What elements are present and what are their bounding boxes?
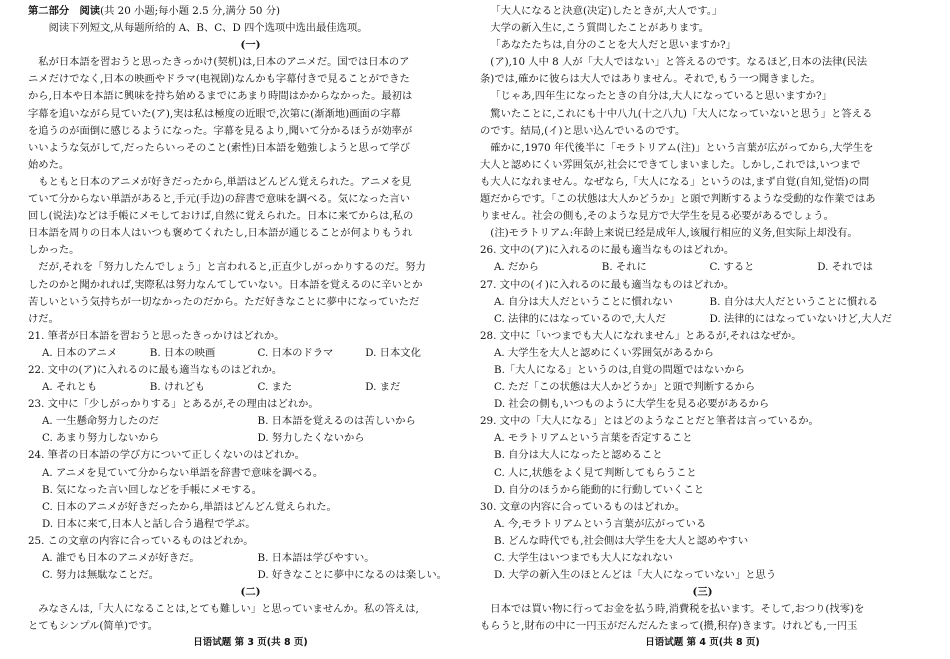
option-a: A. 大学生を大人と認めにくい雰囲気があるから: [494, 346, 714, 359]
option-c: C. また: [257, 381, 293, 394]
option-a: A. アニメを見ていて分からない単語を辞書で意味を調べる。: [42, 466, 324, 479]
option-c: C. すると: [709, 261, 755, 274]
question-29-option-b-row: [480, 447, 925, 464]
option-d: D. 好きなことに夢中になるのは楽しい。: [257, 569, 447, 582]
paragraph-line: も大人になれません。なぜなら,「大人になる」というのは,まず自覚(自知,觉悟)の問: [480, 175, 870, 188]
paragraph-line: もともと日本のアニメが好きだったから,単語はどんどん覚えられた。アニメを見: [38, 175, 412, 188]
option-c: C. ただ「この状態は大人かどうか」と頭で判断するから: [494, 381, 756, 394]
paragraph-line: とてもシンプル(简单)です。: [28, 620, 159, 633]
question-30-option-b-row: [480, 533, 925, 550]
question-22-stem: 22. 文中の(ア)に入れるのに最も適当なものはどれか。: [28, 363, 283, 376]
option-b: B. けれども: [149, 381, 206, 394]
option-b: B. 日本の映画: [149, 346, 216, 359]
option-b: B. 日本語を覚えるのは苦しいから: [257, 415, 416, 428]
footnote: (注)モラトリアム:年龄上来说已经是成年人,该履行相应的义务,但实际上却没有。: [490, 227, 858, 240]
question-28-option-c-row: [480, 379, 925, 396]
right-page-footer: 日语试题 第 4 页(共 8 页): [645, 637, 760, 648]
question-27-options-row2: [480, 311, 925, 328]
option-c: C. 日本のドラマ: [257, 346, 334, 359]
paragraph-line: (ア),10 人中 8 人が「大人ではない」と答えるのです。なるほど,日本の法律(民法: [490, 56, 868, 69]
question-26-options: [480, 259, 925, 276]
paragraph-line: しかった。: [28, 244, 80, 257]
option-b: B. どんな時代でも,社会側は大学生を大人と認めやすい: [494, 534, 749, 547]
question-27-stem: 27. 文中の(イ)に入れるのに最も適当なものはどれか。: [480, 278, 735, 291]
paragraph-line: のです。結局,(イ)と思い込んでいるのです。: [480, 124, 686, 137]
option-b: B.「大人になる」というのは,自覚の問題ではないから: [494, 363, 745, 376]
paragraph-line: いいような気がして,だったらいっそのこと(索性)日本語を勉強しようと思って学び: [28, 141, 410, 154]
paragraph-line: みなさんは,「大人になることは,とても難しい」と思っていませんか。私の答えは,: [38, 603, 419, 616]
question-28-option-d-row: [480, 396, 925, 413]
option-a: A. モラトリアムという言葉を否定すること: [494, 432, 693, 445]
question-24-option-a-row: [28, 465, 473, 482]
question-29-stem: 29. 文中の「大人になる」とはどのようなことだと筆者は言っているか。: [480, 415, 819, 428]
option-c: C. 法律的にはなっているので,大人だ: [494, 312, 666, 325]
option-d: D. 日本文化: [365, 346, 421, 359]
option-b: B. 自分は大人だということに慣れる: [709, 295, 879, 308]
question-21-stem: 21. 筆者が日本語を習おうと思ったきっかけはどれか。: [28, 329, 285, 342]
option-d: D. 大学の新入生のほとんどは「大人になっていない」と思う: [494, 569, 777, 582]
paragraph-line: 「あなたたちは,自分のことを大人だと思いますか?」: [490, 39, 736, 52]
paragraph-line: 日本語を周りの日本人はいつも褒めてくれたし,日本語が通じることが何よりもうれ: [28, 227, 413, 240]
option-c: C. 人に,状態をよく見て判断してもらうこと: [494, 466, 697, 479]
left-page: [28, 0, 473, 659]
paragraph-line: 日本では買い物に行ってお金を払う時,消費税を払います。そして,おつり(找零)を: [490, 603, 865, 616]
question-30-option-a-row: [480, 516, 925, 533]
paragraph-line: 苦しいという気持ちが一切なかったのだから。ただ好きなことに夢中になっていただ: [28, 295, 420, 308]
question-28-option-b-row: [480, 362, 925, 379]
paragraph-line: 「大人になると決意(决定)したときが,大人です。」: [490, 5, 723, 17]
option-d: D. 日本に来て,日本人と話し合う過程で学ぶ。: [42, 517, 256, 530]
paragraph-line: けだ。: [28, 312, 59, 325]
paragraph-line: 私が日本語を習おうと思ったきっかけ(契机)は,日本のアニメだ。国では日本のア: [38, 56, 410, 69]
question-22-options: [28, 379, 473, 396]
paragraph-line: 題だからです。「この状態は大人かどうか」と頭で判断するような受動的な作業ではあ: [480, 193, 876, 206]
question-23-options-row2: [28, 430, 473, 447]
section-title: 第二部分 阅读: [28, 5, 101, 17]
question-24-option-c-row: [28, 499, 473, 516]
paragraph-line: ていて分からない単語があると,手元(手边)の辞書で意味を調べる。気になった言い: [28, 193, 410, 206]
question-25-stem: 25. この文章の内容に合っているものはどれか。: [28, 534, 254, 547]
paragraph-line: から,日本や日本語に興味を持ち始めるまでにあまり時間はかからなかった。最初は: [28, 90, 413, 103]
option-a: A. だから: [494, 261, 539, 274]
question-24-option-d-row: [28, 516, 473, 533]
paragraph-line: したのかと聞かれれば,実際私は努力なんてしていない。日本語を覚えるのに辛いとか: [28, 278, 423, 291]
left-page-footer: 日语试题 第 3 页(共 8 页): [193, 637, 308, 648]
paragraph-line: だが,それを「努力したんでしょう」と言われると,正直少しがっかりするのだ。努力: [38, 261, 426, 274]
option-a: A. それとも: [42, 381, 98, 394]
option-c: C. 大学生はいつまでも大人になれない: [494, 552, 673, 564]
option-c: C. 努力は無駄なことだ。: [42, 569, 160, 582]
section-header: [28, 3, 473, 20]
question-24-option-b-row: [28, 482, 473, 499]
paragraph-line: を追うのが面倒に感じるようになった。字幕を見るより,聞いて分かるほうが効率が: [28, 124, 413, 137]
question-23-options-row1: [28, 413, 473, 430]
paragraph-line: 字幕を追いながら見ていた(ア),実は私は極度の近眼で,次第に(渐渐地)画面の字幕: [28, 107, 401, 120]
paragraph-line: 条)では,確かに彼らは大人ではありません。それで,もう一つ聞きました。: [480, 73, 821, 86]
option-a: A. 日本のアニメ: [42, 346, 118, 359]
option-b: B. それに: [601, 261, 647, 274]
question-30-option-c-row: [480, 550, 925, 567]
option-d: D. 社会の側も,いつものように大学生を見る必要があるから: [494, 398, 770, 411]
option-a: A. 誰でも日本のアニメが好きだ。: [42, 552, 200, 564]
question-23-stem: 23. 文中に「少しがっかりする」とあるが,その理由はどれか。: [28, 398, 319, 411]
right-page: [480, 0, 925, 659]
paragraph-line: りません。社会の側も,そのような見方で大学生を見る必要があるでしょう。: [480, 210, 834, 223]
question-29-option-c-row: [480, 465, 925, 482]
question-26-stem: 26. 文中の(ア)に入れるのに最も適当なものはどれか。: [480, 244, 735, 257]
option-a: A. 一生懸命努力したのだ: [42, 415, 159, 428]
question-25-options-row1: [28, 550, 473, 567]
question-28-stem: 28. 文中に「いつまでも大人になれません」とあるが,それはなぜか。: [480, 329, 802, 342]
question-29-option-a-row: [480, 430, 925, 447]
paragraph-line: 確かに,1970 年代後半に「モラトリアム(注)」という言葉が広がってから,大学生を: [490, 141, 874, 154]
passage2-heading: (二): [240, 586, 261, 599]
question-24-stem: 24. 筆者の日本語の学び方について正しくないのはどれか。: [28, 449, 305, 462]
option-b: B. 日本語は学びやすい。: [257, 552, 375, 564]
option-a: A. 今,モラトリアムという言葉が広がっている: [494, 517, 707, 530]
option-d: D. まだ: [365, 381, 401, 394]
paragraph-line: ニメだけでなく,日本の映画やドラマ(电视剧)なんかも字幕付きで見ることができた: [28, 73, 410, 86]
option-d: D. それでは: [817, 261, 873, 274]
paragraph-line: 驚いたことに,これにも十中八九(十之八九)「大人になっていないと思う」と答える: [490, 107, 873, 120]
passage1-heading: (一): [240, 39, 261, 52]
option-c: C. 日本のアニメが好きだったから,単語はどんどん覚えられた。: [42, 500, 337, 513]
option-a: A. 自分は大人だということに慣れない: [494, 295, 673, 308]
question-28-option-a-row: [480, 345, 925, 362]
paragraph-line: 「じゃあ,四年生になったときの自分は,大人になっていると思いますか?」: [490, 90, 832, 103]
paragraph-line: 始めた。: [28, 158, 70, 171]
instructions: 阅读下列短文,从每题所给的 A、B、C、D 四个选项中选出最佳选项。: [48, 22, 368, 35]
question-30-stem: 30. 文章の内容に合っているものはどれか。: [480, 500, 685, 513]
question-27-options-row1: [480, 294, 925, 311]
question-30-option-d-row: [480, 567, 925, 584]
option-b: B. 気になった言い回しなどを手帳にメモする。: [42, 483, 263, 496]
option-b: B. 自分は大人になったと認めること: [494, 449, 663, 462]
paragraph-line: 回し(说法)などは手帳にメモしておけば,自然に覚えられた。日本に来てからは,私の: [28, 210, 414, 223]
question-21-options: [28, 345, 473, 362]
option-d: D. 努力したくないから: [257, 432, 365, 445]
option-d: D. 法律的にはなっていないけど,大人だ: [709, 312, 892, 325]
paragraph-line: 大学の新入生に,こう質問したことがあります。: [490, 22, 709, 35]
paragraph-line: 大人と認めにくい雰囲気が,社会にできてしまいました。しかし,これでは,いつまで: [480, 158, 861, 171]
passage3-heading: (三): [692, 586, 713, 599]
question-25-options-row2: [28, 567, 473, 584]
section-note: (共 20 小题;每小题 2.5 分,满分 50 分): [100, 5, 281, 17]
question-29-option-d-row: [480, 482, 925, 499]
option-d: D. 自分のほうから能動的に行動していくこと: [494, 483, 705, 496]
option-c: C. あまり努力しないから: [42, 432, 160, 445]
paragraph-line: もらうと,財布の中に一円玉がだんだんたまって(攒,积存)きます。けれども,一円玉: [480, 620, 858, 633]
